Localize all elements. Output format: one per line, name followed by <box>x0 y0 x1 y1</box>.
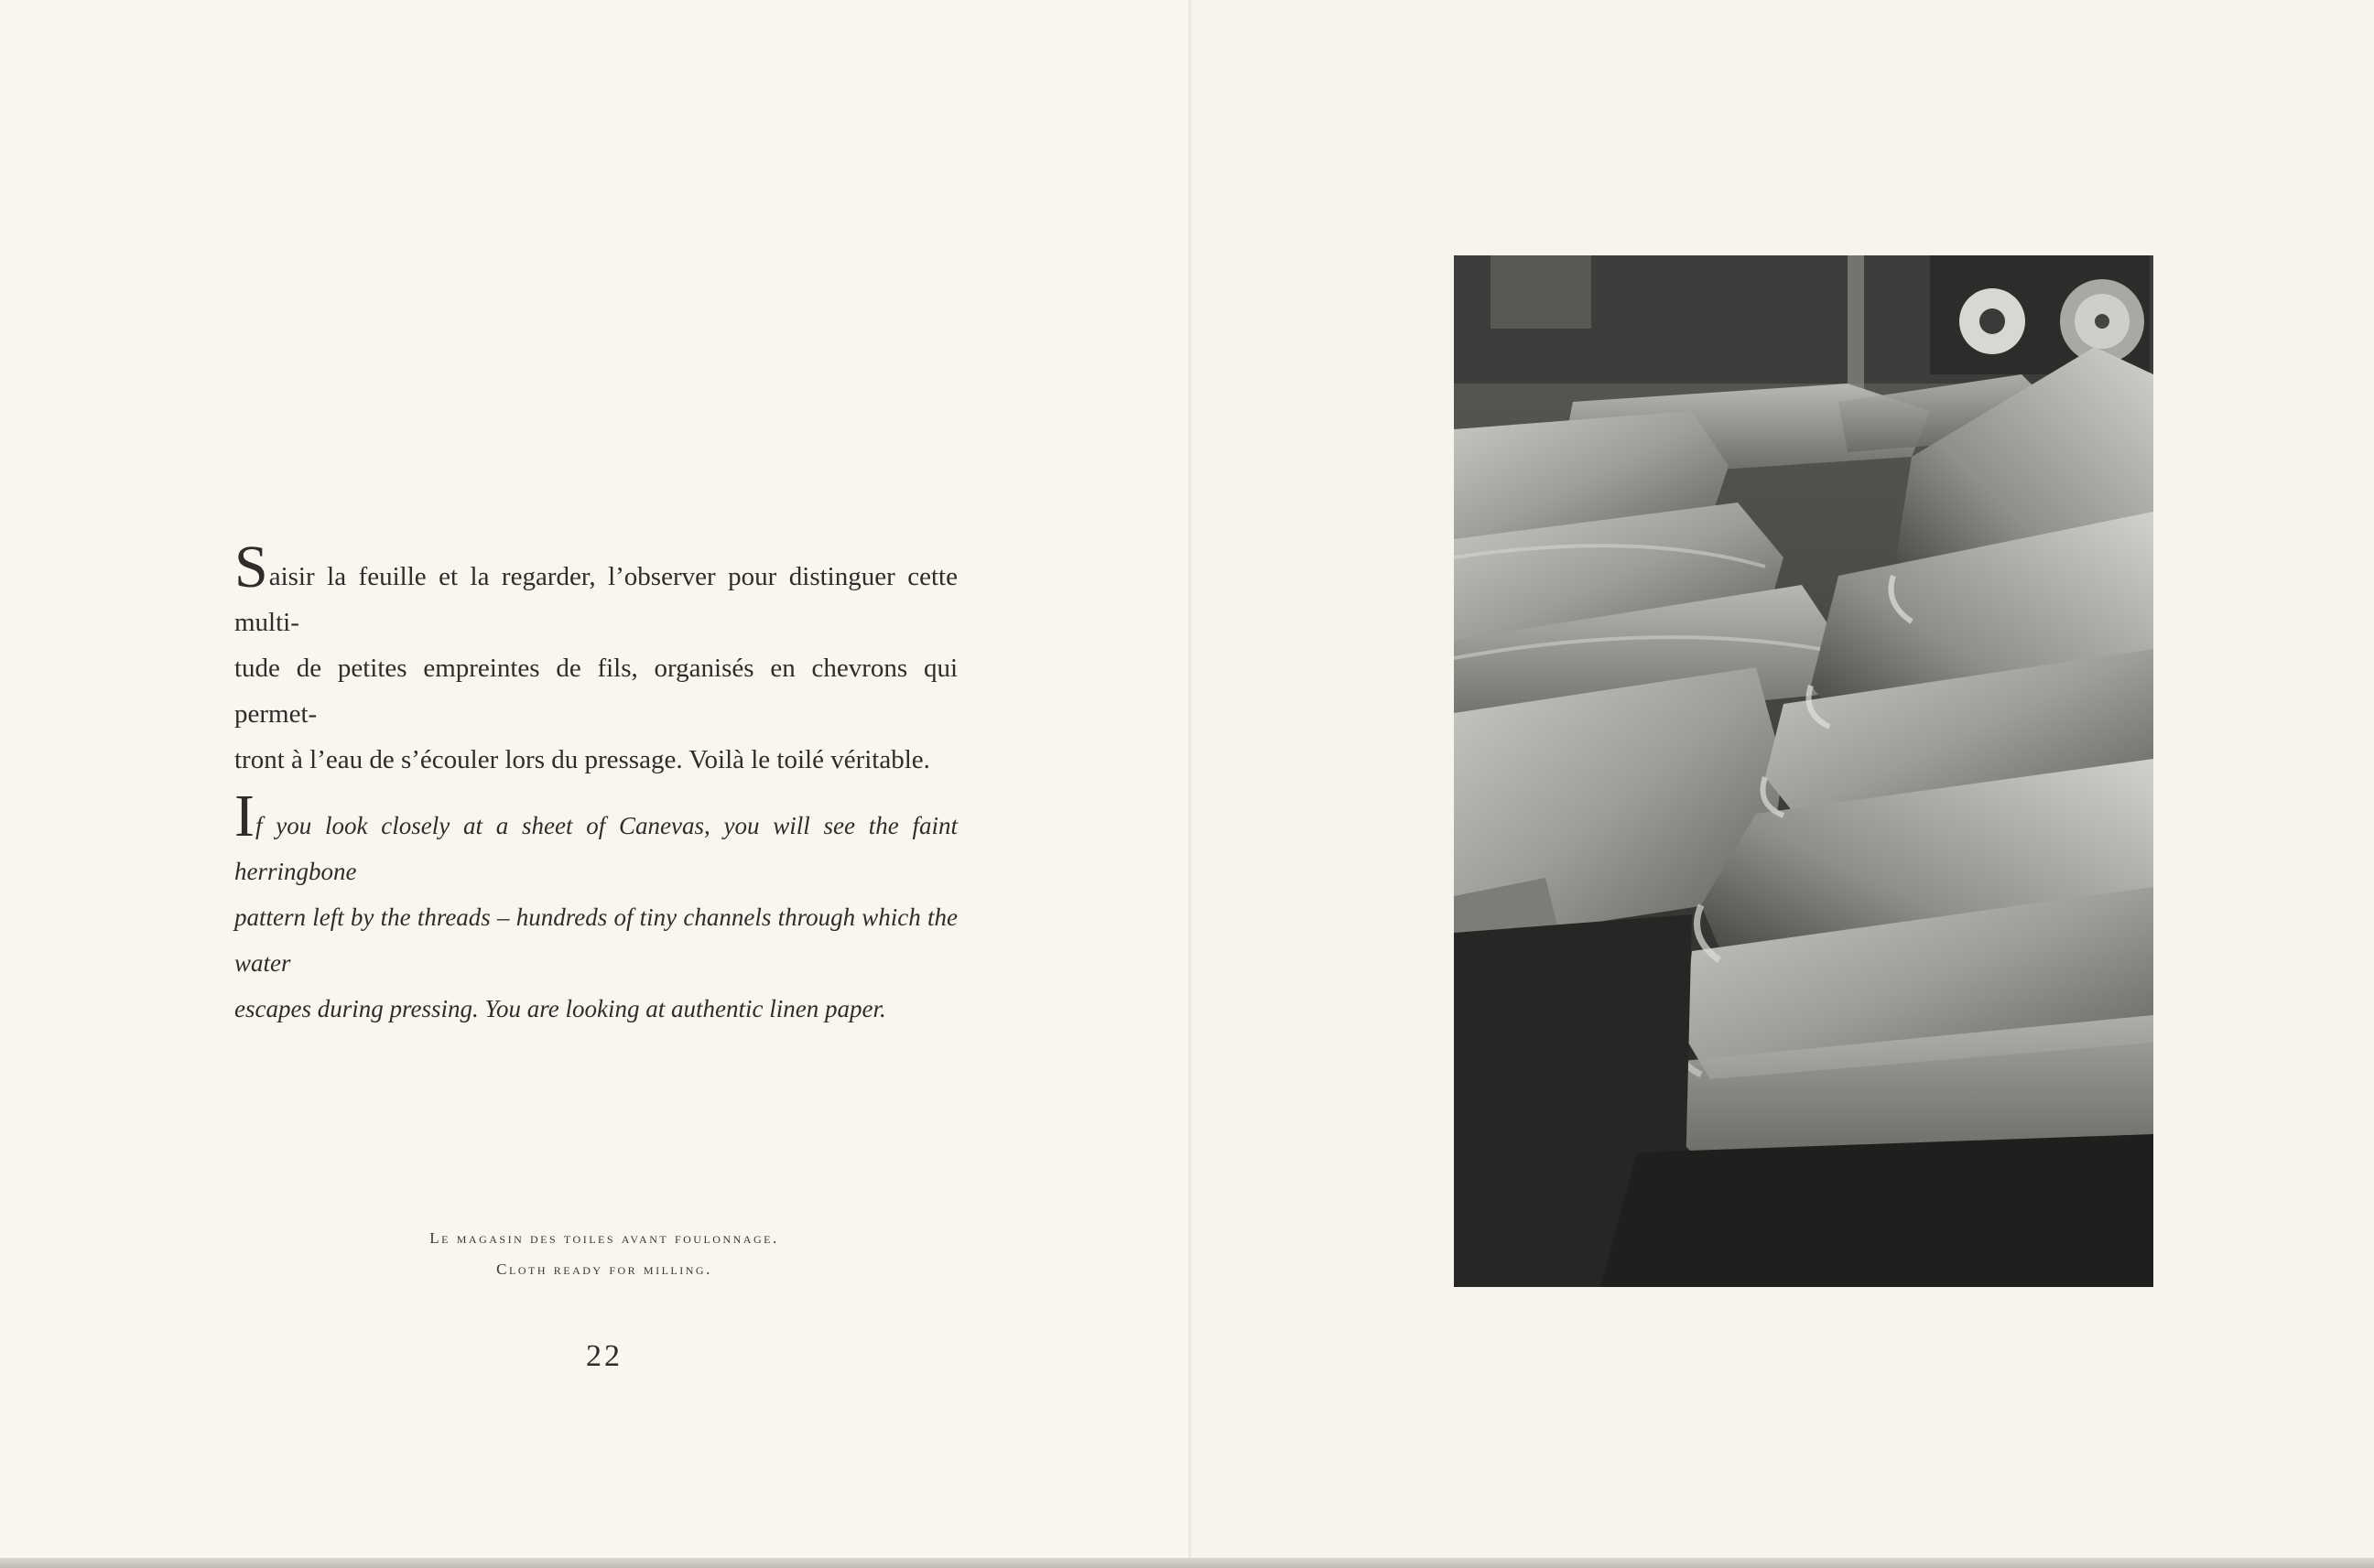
french-line-1-text: aisir la feuille et la regarder, l’observer pour distinguer cette multi- <box>234 562 958 637</box>
page-number: 22 <box>586 1339 623 1373</box>
caption-french: Le magasin des toiles avant foulonnage. <box>429 1229 779 1247</box>
cloth-photo <box>1454 255 2153 1287</box>
photo-folded-cloth-stacks-icon <box>1454 255 2153 1287</box>
book-bottom-edge <box>0 1558 2374 1568</box>
french-line-1 <box>234 534 958 645</box>
french-paragraph <box>234 534 958 783</box>
french-line-2: tude de petites empreintes de fils, organisés en chevrons qui permet- <box>234 654 958 729</box>
english-line-3: escapes during pressing. You are looking at authentic linen paper. <box>234 995 886 1022</box>
french-line-3: tront à l’eau de s’écouler lors du pressage. Voilà le toilé véritable. <box>234 745 930 774</box>
english-line-1 <box>234 783 958 894</box>
french-drop-cap: S <box>234 534 268 600</box>
english-line-2: pattern left by the threads – hundreds of tiny channels through which the water <box>234 903 958 977</box>
english-line-1-text: f you look closely at a sheet of Canevas, you will see the faint herringbone <box>234 812 958 885</box>
english-drop-cap: I <box>234 783 255 849</box>
caption-english: Cloth ready for milling. <box>496 1260 712 1278</box>
english-paragraph <box>234 783 958 1032</box>
